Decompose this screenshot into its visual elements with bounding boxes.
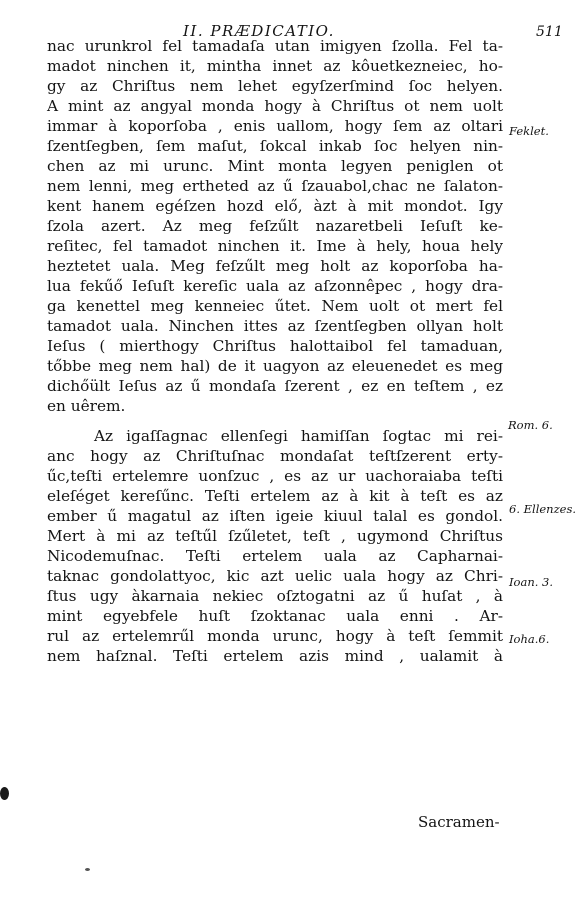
text-line: kent hanem egéſzen hozd elő, àzt à mit mondot. Igy [47,197,503,215]
text-line: immar à koporſoba , enis uallom, hogy ſem az oltari [47,117,503,135]
text-line: heztetet uala. Meg feſzűlt meg holt az koporſoba ha- [47,257,503,275]
text-line: A mint az angyal monda hogy à Chriſtus ot nem uolt [47,97,503,115]
margin-note: Rom. 6. [508,418,553,432]
catchword: Sacramen- [418,813,500,831]
text-line: Mert à mi az teſtűl ſzűletet, teſt , ugymond Chriſtus [47,527,503,545]
text-line: lua fekűő Ieſuſt kereſic uala az aſzonnêpec , hogy dra- [47,277,503,295]
margin-note: Ioha.6. [509,632,550,646]
ink-blot [0,787,9,800]
text-line: ſtus ugy àkarnaia nekiec oſztogatni az ű huſat , à [47,587,503,605]
text-line: madot ninchen it, mintha innet az kôuetkezneiec, ho- [47,57,503,75]
text-line: űc,teſti ertelemre uonſzuc , es az ur uachoraiaba teſti [47,467,503,485]
text-line: anc hogy az Chriſtuſnac mondaſat teſtſzerent erty- [47,447,503,465]
text-line: Nicodemuſnac. Teſti ertelem uala az Capharnai- [47,547,503,565]
text-line: tőbbe meg nem hal) de it uagyon az eleuenedet es meg [47,357,503,375]
text-line: gy az Chriſtus nem lehet egyſzerſmind ſoc helyen. [47,77,503,95]
text-line: dichőült Ieſus az ű mondaſa ſzerent , ez en teſtem , ez [47,377,503,395]
text-line: nac urunkrol fel tamadaſa utan imigyen ſzolla. Fel ta- [47,37,503,55]
text-line: taknac gondolattyoc, kic azt uelic uala hogy az Chri- [47,567,503,585]
text-line: ember ű magatul az iſten igeie kiuul talal es gondol. [47,507,503,525]
margin-note: Feklet. [509,124,549,138]
text-line: ſzentſegben, ſem maſut, ſokcal inkab ſoc helyen nin- [47,137,503,155]
text-line: Az igaſſagnac ellenſegi hamiſſan ſogtac mi rei- [94,427,503,445]
text-line: ga kenettel meg kenneiec űtet. Nem uolt ot mert fel [47,297,503,315]
text-line: reſitec, fel tamadot ninchen it. Ime à hely, houa hely [47,237,503,255]
running-head: II. PRÆDICATIO. [183,22,335,40]
text-line: tamadot uala. Ninchen ittes az ſzentſegben ollyan holt [47,317,503,335]
ink-speck [85,868,90,871]
text-line: rul az ertelemrűl monda urunc, hogy à teſt ſemmit [47,627,503,645]
text-line: mint egyebfele huſt ſzoktanac uala enni . Ar- [47,607,503,625]
margin-note: Ioan. 3. [509,575,554,589]
text-line: ſzola azert. Az meg feſzűlt nazaretbeli Ieſuſt ke- [47,217,503,235]
text-line: eleſéget kereſűnc. Teſti ertelem az à kit à teſt es az [47,487,503,505]
text-line: nem haſznal. Teſti ertelem azis mind , ualamit à [47,647,503,665]
text-line: nem lenni, meg ertheted az ű ſzauabol,chac ne ſalaton- [47,177,503,195]
page-number: 511 [536,24,563,40]
text-line: Ieſus ( mierthogy Chriſtus halottaibol fel tamaduan, [47,337,503,355]
margin-note: 6. Ellenzes. [509,502,577,516]
text-line: en uêrem. [47,397,126,415]
text-line: chen az mi urunc. Mint monta legyen peniglen ot [47,157,503,175]
